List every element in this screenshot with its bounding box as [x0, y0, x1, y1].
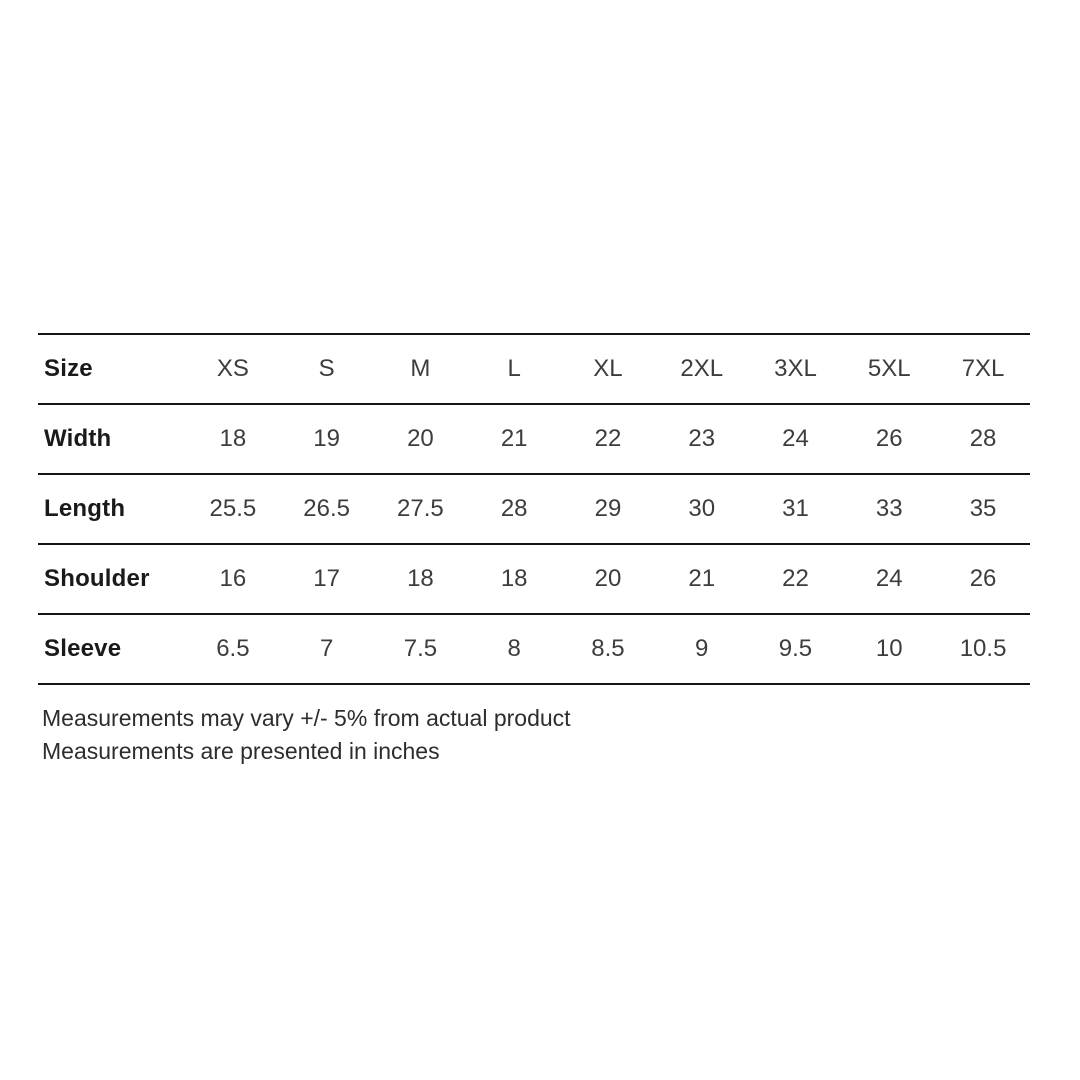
note-line-variance: Measurements may vary +/- 5% from actual product [42, 705, 571, 731]
measurement-cell: 33 [875, 495, 903, 522]
measurement-cell: 21 [500, 425, 528, 452]
measurement-cell: 29 [594, 495, 622, 522]
measurement-cell: 7.5 [403, 635, 438, 662]
measurement-cell: 18 [219, 425, 247, 452]
row-label-sleeve: Sleeve [44, 635, 122, 662]
column-header-xs: XS [216, 355, 249, 382]
measurement-cell: 10.5 [959, 635, 1007, 662]
measurement-cell: 10 [875, 635, 903, 662]
measurement-cell: 8 [507, 635, 521, 662]
row-label-width: Width [44, 425, 112, 452]
table-row-sleeve [38, 614, 1030, 684]
measurement-cell: 30 [688, 495, 716, 522]
table-row-shoulder [38, 544, 1030, 614]
header-label-size: Size [44, 355, 93, 382]
measurement-cell: 20 [594, 565, 622, 592]
measurement-cell: 18 [500, 565, 528, 592]
measurement-cell: 22 [782, 565, 809, 592]
table-header-row [38, 334, 1030, 404]
column-header-s: S [318, 355, 335, 382]
table-row-length [38, 474, 1030, 544]
measurement-cell: 25.5 [209, 495, 257, 522]
measurement-cell: 23 [688, 425, 716, 452]
table-row-width [38, 404, 1030, 474]
measurement-cell: 9 [695, 635, 709, 662]
measurement-cell: 8.5 [591, 635, 625, 662]
measurement-cell: 6.5 [216, 635, 250, 662]
measurement-cell: 26 [969, 565, 997, 592]
measurement-cell: 28 [500, 495, 528, 522]
column-header-7xl: 7XL [961, 355, 1005, 382]
measurement-cell: 16 [219, 565, 247, 592]
measurement-cell: 28 [969, 425, 997, 452]
measurement-cell: 31 [782, 495, 809, 522]
measurement-cell: 26 [875, 425, 903, 452]
column-header-m: M [410, 355, 431, 382]
column-header-l: L [507, 355, 521, 382]
measurement-cell: 19 [313, 425, 340, 452]
measurement-cell: 20 [407, 425, 434, 452]
measurement-cell: 24 [875, 565, 903, 592]
measurement-cell: 18 [407, 565, 434, 592]
measurement-cell: 7 [319, 635, 334, 662]
measurement-cell: 35 [969, 495, 997, 522]
measurement-notes [42, 702, 571, 768]
row-label-shoulder: Shoulder [44, 565, 150, 592]
column-header-3xl: 3XL [774, 355, 817, 382]
size-chart-table [38, 333, 1030, 685]
measurement-cell: 24 [782, 425, 809, 452]
measurement-cell: 22 [594, 425, 622, 452]
note-line-units: Measurements are presented in inches [42, 738, 440, 764]
column-header-5xl: 5XL [867, 355, 911, 382]
measurement-cell: 9.5 [778, 635, 813, 662]
measurement-cell: 21 [688, 565, 716, 592]
measurement-cell: 17 [313, 565, 340, 592]
column-header-xl: XL [593, 355, 623, 382]
row-label-length: Length [44, 495, 126, 522]
measurement-cell: 26.5 [303, 495, 350, 522]
column-header-2xl: 2XL [680, 355, 724, 382]
measurement-cell: 27.5 [397, 495, 444, 522]
